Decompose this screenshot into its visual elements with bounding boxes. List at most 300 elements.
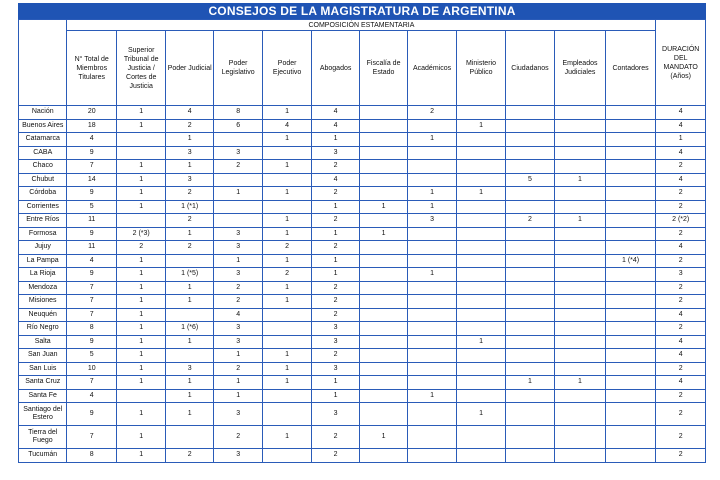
table-row [19, 241, 706, 255]
duration-cell: 2 [656, 281, 706, 295]
table-cell: 1 [116, 362, 165, 376]
table-cell: 1 [263, 187, 311, 201]
table-cell [505, 227, 554, 241]
table-cell: 4 [311, 106, 359, 120]
table-row [19, 173, 706, 187]
table-row [19, 295, 706, 309]
table-cell: 1 [263, 349, 311, 363]
table-cell [407, 426, 456, 449]
duration-cell: 3 [656, 268, 706, 282]
table-cell: 1 [116, 403, 165, 426]
table-cell: 4 [311, 119, 359, 133]
table-cell [505, 106, 554, 120]
table-cell: 2 [311, 449, 359, 463]
table-cell: 1 [116, 426, 165, 449]
table-cell [360, 295, 407, 309]
table-cell [505, 241, 554, 255]
table-cell: 2 [311, 160, 359, 174]
table-cell [605, 214, 656, 228]
duration-cell: 2 [656, 200, 706, 214]
table-cell: 1 [166, 403, 213, 426]
table-cell [407, 322, 456, 336]
table-cell [457, 426, 505, 449]
table-cell: 4 [67, 389, 116, 403]
table-cell: 1 [457, 403, 505, 426]
duration-cell: 2 [656, 254, 706, 268]
table-cell: 1 [213, 254, 262, 268]
table-cell: 1 [555, 173, 606, 187]
table-cell: 1 [263, 295, 311, 309]
province-name: Salta [19, 335, 67, 349]
table-cell: 1 [263, 362, 311, 376]
table-cell: 1 [166, 389, 213, 403]
table-cell: 1 [457, 335, 505, 349]
table-cell [505, 335, 554, 349]
province-name: Formosa [19, 227, 67, 241]
duration-cell: 2 [656, 187, 706, 201]
table-body [19, 106, 706, 463]
table-cell: 9 [67, 403, 116, 426]
table-row [19, 160, 706, 174]
table-cell [605, 449, 656, 463]
table-row [19, 403, 706, 426]
table-cell: 7 [67, 160, 116, 174]
table-cell [505, 160, 554, 174]
province-name: CABA [19, 146, 67, 160]
table-cell [407, 227, 456, 241]
table-cell: 1 [166, 227, 213, 241]
table-cell [360, 389, 407, 403]
table-cell [457, 449, 505, 463]
table-cell: 3 [311, 403, 359, 426]
column-header: Poder Ejecutivo [263, 31, 311, 106]
table-cell: 2 [311, 308, 359, 322]
table-row [19, 389, 706, 403]
duration-cell: 2 [656, 295, 706, 309]
province-name: San Luis [19, 362, 67, 376]
table-cell: 18 [67, 119, 116, 133]
table-cell [605, 308, 656, 322]
table-cell: 1 [407, 268, 456, 282]
table-cell [605, 160, 656, 174]
table-row [19, 133, 706, 147]
table-cell [116, 133, 165, 147]
column-header: Contadores [605, 31, 656, 106]
table-cell [505, 403, 554, 426]
table-cell [555, 295, 606, 309]
table-cell [505, 187, 554, 201]
province-name: Santa Fe [19, 389, 67, 403]
table-cell [213, 173, 262, 187]
table-cell [360, 133, 407, 147]
table-cell [605, 133, 656, 147]
table-cell: 5 [67, 200, 116, 214]
table-cell [457, 281, 505, 295]
table-cell [505, 119, 554, 133]
table-cell [457, 106, 505, 120]
table-cell: 1 [116, 295, 165, 309]
table-cell: 1 [116, 200, 165, 214]
table-row [19, 146, 706, 160]
table-cell [605, 268, 656, 282]
table-cell [360, 254, 407, 268]
table-row [19, 254, 706, 268]
table-cell [555, 281, 606, 295]
column-header-row [19, 31, 706, 106]
table-cell: 1 [116, 160, 165, 174]
corner-cell [19, 20, 67, 106]
table-cell: 3 [166, 146, 213, 160]
table-cell [213, 214, 262, 228]
table-cell [407, 281, 456, 295]
table-cell [457, 214, 505, 228]
table-cell: 1 [457, 119, 505, 133]
table-cell [263, 335, 311, 349]
table-row [19, 426, 706, 449]
table-cell [457, 308, 505, 322]
table-cell [555, 349, 606, 363]
province-name: La Pampa [19, 254, 67, 268]
table-cell [605, 200, 656, 214]
duration-cell: 4 [656, 119, 706, 133]
table-cell [407, 295, 456, 309]
duration-cell: 4 [656, 241, 706, 255]
table-cell: 14 [67, 173, 116, 187]
table-cell [360, 214, 407, 228]
table-cell [407, 119, 456, 133]
duration-cell: 2 [656, 449, 706, 463]
table-cell: 1 [116, 308, 165, 322]
table-row [19, 322, 706, 336]
table-cell [505, 133, 554, 147]
province-name: San Juan [19, 349, 67, 363]
table-cell [505, 200, 554, 214]
table-cell: 1 [166, 295, 213, 309]
table-row [19, 281, 706, 295]
table-cell [505, 349, 554, 363]
table-cell: 1 [407, 133, 456, 147]
table-cell: 4 [166, 106, 213, 120]
table-cell [505, 362, 554, 376]
table-cell: 1 [166, 160, 213, 174]
table-cell: 2 [311, 241, 359, 255]
table-cell [360, 146, 407, 160]
duration-cell: 4 [656, 335, 706, 349]
table-cell: 9 [67, 227, 116, 241]
table-cell: 2 [166, 241, 213, 255]
table-cell: 10 [67, 362, 116, 376]
table-cell [555, 160, 606, 174]
table-cell: 1 [311, 376, 359, 390]
table-cell [213, 200, 262, 214]
table-cell [166, 426, 213, 449]
table-cell [605, 362, 656, 376]
table-cell: 3 [311, 322, 359, 336]
table-cell: 1 [555, 376, 606, 390]
table-cell: 1 [116, 173, 165, 187]
table-cell: 2 [213, 160, 262, 174]
province-name: Tierra del Fuego [19, 426, 67, 449]
table-cell [605, 173, 656, 187]
table-cell [457, 362, 505, 376]
table-cell [457, 268, 505, 282]
table-cell [457, 227, 505, 241]
table-row [19, 106, 706, 120]
column-header: Ministerio Público [457, 31, 505, 106]
province-name: Tucumán [19, 449, 67, 463]
column-header: Fiscalía de Estado [360, 31, 407, 106]
table-cell: 3 [213, 146, 262, 160]
table-cell: 2 [407, 106, 456, 120]
table-cell: 1 [505, 376, 554, 390]
table-cell: 1 [166, 133, 213, 147]
table-cell: 8 [67, 322, 116, 336]
column-header: Empleados Judiciales [555, 31, 606, 106]
table-cell: 2 (*3) [116, 227, 165, 241]
table-cell [505, 426, 554, 449]
table-cell: 1 [116, 268, 165, 282]
table-cell: 1 [311, 268, 359, 282]
table-cell: 3 [213, 403, 262, 426]
table-cell [457, 254, 505, 268]
table-cell: 8 [67, 449, 116, 463]
table-cell [555, 227, 606, 241]
table-cell: 3 [311, 146, 359, 160]
table-cell [605, 227, 656, 241]
column-header: Poder Judicial [166, 31, 213, 106]
table-cell [166, 254, 213, 268]
table-cell [505, 308, 554, 322]
table-cell [263, 146, 311, 160]
table-cell [605, 241, 656, 255]
table-cell [605, 281, 656, 295]
table-cell: 7 [67, 426, 116, 449]
table-cell: 1 [263, 133, 311, 147]
table-cell [360, 403, 407, 426]
table-cell: 1 [311, 227, 359, 241]
table-cell [457, 322, 505, 336]
table-cell: 1 [407, 187, 456, 201]
table-row [19, 376, 706, 390]
table-cell: 2 [166, 449, 213, 463]
table-cell: 1 [360, 200, 407, 214]
table-cell: 3 [213, 335, 262, 349]
table-cell [213, 133, 262, 147]
table-cell [605, 335, 656, 349]
table-cell: 4 [67, 133, 116, 147]
table-cell [605, 187, 656, 201]
table-cell: 1 (*1) [166, 200, 213, 214]
table-cell: 1 [263, 160, 311, 174]
group-header-row [19, 20, 706, 31]
table-cell [605, 322, 656, 336]
table-cell: 1 [116, 254, 165, 268]
duration-cell: 1 [656, 133, 706, 147]
table-cell: 1 [263, 227, 311, 241]
table-cell [360, 322, 407, 336]
table-cell: 1 [407, 200, 456, 214]
province-name: Corrientes [19, 200, 67, 214]
table-cell: 1 [457, 187, 505, 201]
table-cell: 1 [263, 106, 311, 120]
table-cell: 2 [311, 281, 359, 295]
duration-cell: 2 [656, 426, 706, 449]
table-cell [457, 376, 505, 390]
table-cell [457, 349, 505, 363]
province-name: Catamarca [19, 133, 67, 147]
table-cell: 2 [311, 214, 359, 228]
table-cell [116, 214, 165, 228]
table-cell: 2 [166, 187, 213, 201]
table-cell [360, 349, 407, 363]
table-cell: 2 [263, 241, 311, 255]
table-cell: 1 (*6) [166, 322, 213, 336]
table-cell [360, 449, 407, 463]
table-cell [555, 146, 606, 160]
table-cell: 4 [311, 173, 359, 187]
province-name: Chubut [19, 173, 67, 187]
table-cell [360, 268, 407, 282]
table-cell: 1 [263, 426, 311, 449]
table-cell [555, 403, 606, 426]
duration-cell: 4 [656, 106, 706, 120]
table-cell [360, 119, 407, 133]
table-cell [605, 426, 656, 449]
table-cell [407, 449, 456, 463]
table-cell: 2 [166, 214, 213, 228]
table-cell [166, 308, 213, 322]
table-cell: 1 [360, 227, 407, 241]
table-cell [457, 200, 505, 214]
table-cell: 3 [407, 214, 456, 228]
province-name: La Rioja [19, 268, 67, 282]
table-cell [457, 173, 505, 187]
table-cell [605, 403, 656, 426]
province-name: Neuquén [19, 308, 67, 322]
table-cell: 4 [213, 308, 262, 322]
table-cell [555, 200, 606, 214]
table-cell: 3 [311, 362, 359, 376]
province-name: Río Negro [19, 322, 67, 336]
table-cell: 1 [116, 187, 165, 201]
table-cell: 1 [213, 376, 262, 390]
column-header: Abogados [311, 31, 359, 106]
table-cell [407, 241, 456, 255]
table-cell [555, 335, 606, 349]
table-cell [360, 281, 407, 295]
table-cell [166, 349, 213, 363]
table-cell [505, 146, 554, 160]
table-cell: 1 (*4) [605, 254, 656, 268]
table-cell: 5 [67, 349, 116, 363]
table-cell [555, 389, 606, 403]
table-cell: 9 [67, 187, 116, 201]
table-cell: 7 [67, 308, 116, 322]
table-cell: 2 [263, 268, 311, 282]
province-name: Santiago del Estero [19, 403, 67, 426]
table-cell [263, 200, 311, 214]
table-cell: 1 [116, 119, 165, 133]
table-cell: 8 [213, 106, 262, 120]
table-cell [555, 241, 606, 255]
table-row [19, 268, 706, 282]
table-cell: 1 [311, 254, 359, 268]
table-cell: 3 [213, 227, 262, 241]
table-cell [555, 106, 606, 120]
table-cell [505, 254, 554, 268]
column-header: Ciudadanos [505, 31, 554, 106]
table-cell [505, 449, 554, 463]
table-cell: 3 [213, 268, 262, 282]
province-name: Jujuy [19, 241, 67, 255]
table-cell [505, 389, 554, 403]
table-cell: 1 [116, 281, 165, 295]
table-cell: 1 [263, 281, 311, 295]
table-cell: 1 [116, 376, 165, 390]
table-cell: 4 [67, 254, 116, 268]
table-cell [605, 119, 656, 133]
table-cell [407, 254, 456, 268]
table-cell [407, 335, 456, 349]
table-cell [457, 241, 505, 255]
table-cell: 2 [213, 362, 262, 376]
table-cell [360, 160, 407, 174]
group-header: COMPOSICIÓN ESTAMENTARIA [67, 20, 656, 31]
table-cell [605, 376, 656, 390]
table-cell [555, 254, 606, 268]
table-cell [407, 376, 456, 390]
table-cell [505, 322, 554, 336]
table-cell [555, 133, 606, 147]
table-cell [457, 146, 505, 160]
table-row [19, 308, 706, 322]
table-title: CONSEJOS DE LA MAGISTRATURA DE ARGENTINA [18, 3, 706, 19]
table-cell [360, 106, 407, 120]
table-cell: 1 (*5) [166, 268, 213, 282]
table-cell [360, 173, 407, 187]
table-row [19, 214, 706, 228]
table-cell: 7 [67, 281, 116, 295]
table-cell: 1 [263, 254, 311, 268]
table-cell [555, 268, 606, 282]
column-header: Poder Legislativo [213, 31, 262, 106]
table-cell: 2 [213, 295, 262, 309]
table-cell [555, 187, 606, 201]
table-cell: 3 [311, 335, 359, 349]
table-cell: 3 [213, 449, 262, 463]
duration-cell: 2 [656, 362, 706, 376]
table-cell [407, 308, 456, 322]
table-cell: 1 [555, 214, 606, 228]
table-row [19, 335, 706, 349]
table-cell [605, 295, 656, 309]
table-cell: 1 [213, 349, 262, 363]
column-header: Académicos [407, 31, 456, 106]
table-cell [555, 308, 606, 322]
table-cell: 1 [116, 322, 165, 336]
table-cell [407, 403, 456, 426]
table-cell [263, 389, 311, 403]
duration-cell: 4 [656, 146, 706, 160]
table-cell [263, 322, 311, 336]
table-cell [360, 187, 407, 201]
column-header: N° Total de Miembros Titulares [67, 31, 116, 106]
table-cell [605, 146, 656, 160]
table-cell [505, 295, 554, 309]
duration-cell: 2 (*2) [656, 214, 706, 228]
table-cell [505, 281, 554, 295]
table-cell: 1 [213, 389, 262, 403]
